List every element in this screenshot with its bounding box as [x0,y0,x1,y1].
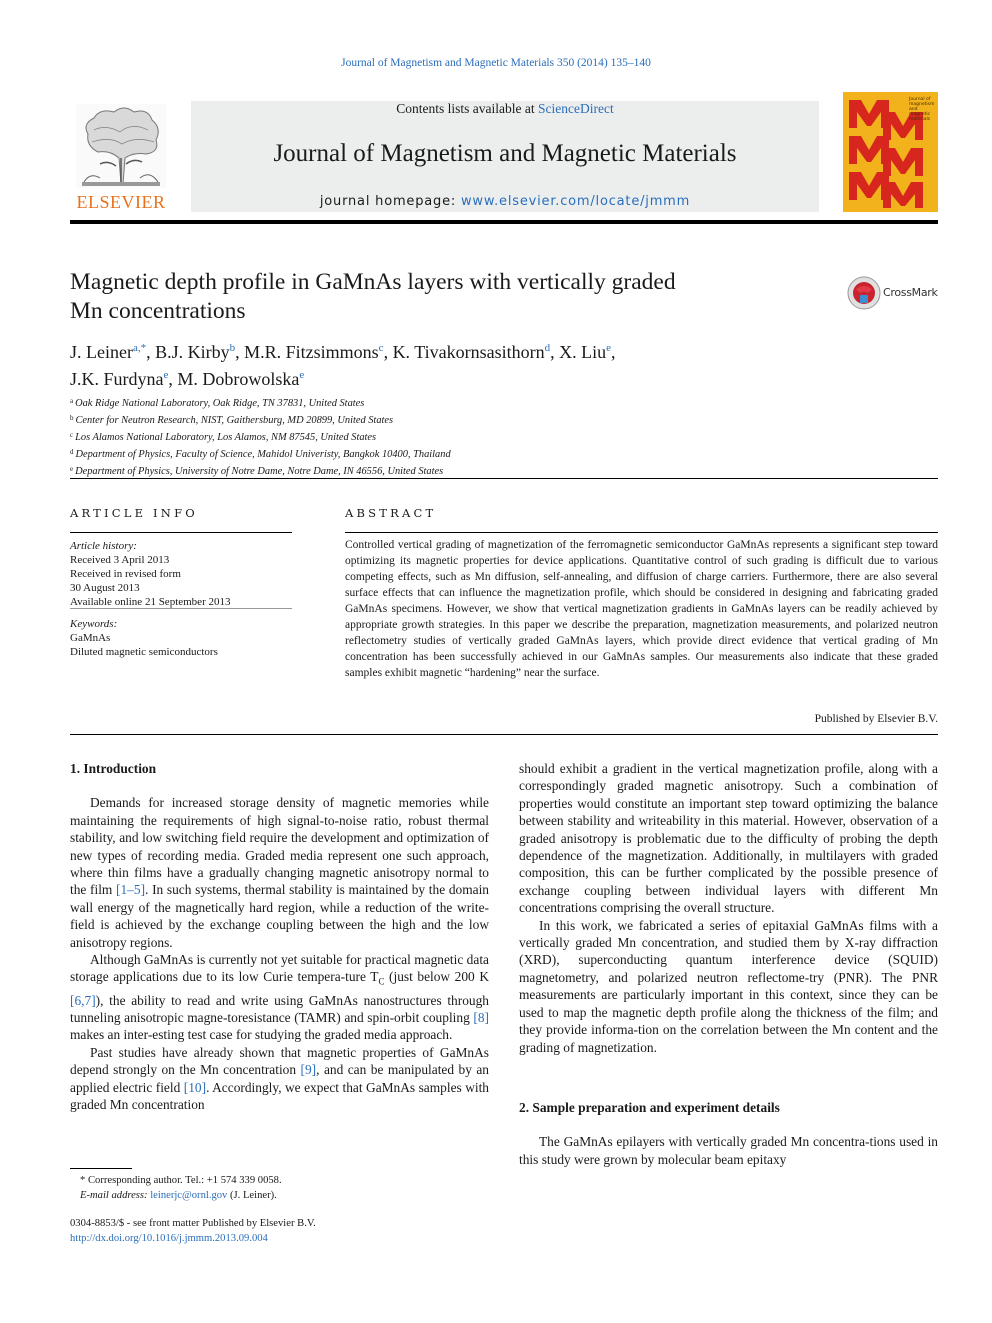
contents-availability [191,101,819,117]
section-rule [70,734,938,735]
footnote [70,1173,490,1203]
history-item: Received in revised form [70,568,181,580]
body-paragraph: Past studies have already shown that magnetic properties of GaMnAs depend strongly on the Mn concentration [9], and can be manipulated by an applied electric field [10]. Accordingly, we expect that GaMnAs samples with graded Mn concentration [70,1044,490,1112]
journal-reference[interactable]: Journal of Magnetism and Magnetic Materials 350 (2014) 135–140 [341,57,651,69]
body-paragraph: In this work, we fabricated a series of epitaxial GaMnAs films with a vertically graded Mn concentration, and studied them by X-ray diffraction (XRD), superconducting quantum interference device (SQUID) magnetometry, and polarized neutron reflectome-try (PNR). The PNR measurements are particularly important in this context, since they can be used to map the magnetic depth profile along the thickness of the film; and they provide informa-tion on the correlation between the Mn content and the grading of magnetization. [519,917,938,1055]
citation-link[interactable]: [9] [300,1062,317,1078]
email-link[interactable]: leinerjc@ornl.gov [150,1190,228,1201]
author[interactable]: J.K. Furdyna$^e$ [70,369,169,389]
author[interactable]: J. Leiner$^{a,*}$ [70,342,147,362]
body-paragraph: Although GaMnAs is currently not yet suitable for practical magnetic data storage applications due to its low Curie tempera-ture $T_C$ (just below 200 K [6,7]), the ability to read and write using GaMnAs nanostructures through tunneling anisotropic magne-toresistance (TAMR) and spin-orbit coupling [8] makes an inter-esting test case for studying the graded media approach. [70,952,489,1043]
affiliation: $^a$ Oak Ridge National Laboratory, Oak Ridge, TN 37831, United States [70,397,365,409]
contents-prefix: Contents lists available at [396,101,538,116]
history-label: Article history: [70,540,137,552]
journal-cover-thumbnail[interactable] [843,92,938,212]
citation-link[interactable]: [8] [473,1009,489,1025]
article-title [70,268,810,326]
section-heading: 2. Sample preparation and experiment details [519,1099,780,1115]
keywords [70,617,292,659]
keywords-label: Keywords: [70,618,118,630]
affiliation: $^c$ Los Alamos National Laboratory, Los Alamos, NM 87545, United States [70,431,377,443]
affiliation: $^b$ Center for Neutron Research, NIST, Gaithersburg, MD 20899, United States [70,414,394,426]
issn-line: 0304-8853/$ - see front matter Published by Elsevier B.V. [70,1218,316,1229]
section-rule [345,532,938,533]
author[interactable]: X. Liu$^e$ [559,342,611,362]
sciencedirect-link[interactable]: ScienceDirect [538,101,614,116]
published-by: Published by Elsevier B.V. [814,713,938,725]
section-rule [70,478,938,479]
body-paragraph: Demands for increased storage density of magnetic memories while maintaining the requirements of high signal-to-noise ratio, robust thermal stability, and low switching field require the development and optimization of new types of recording media. Graded media represent one such approach, where thin films have a gradually changing magnetic anisotropy normal to the film [1–5]. In such systems, thermal stability is maintained by the domain wall energy of the magnetically hard region, while a reduction of the write-field is achieved by the exchange coupling between the high and the low anisotropy regions. [70,795,489,950]
footnote-rule [70,1168,132,1169]
header-rule [70,220,938,224]
doi-link[interactable]: http://dx.doi.org/10.1016/j.jmmm.2013.09.004 [70,1233,268,1244]
email-note: E-mail address: leinerjc@ornl.gov (J. Leiner). [80,1190,277,1201]
author[interactable]: B.J. Kirby$^b$ [155,342,236,362]
article-info-heading: ARTICLE INFO [70,506,198,520]
author[interactable]: M.R. Fitzsimmons$^c$ [244,342,384,362]
abstract-text: Controlled vertical grading of magnetization of the ferromagnetic semiconductor GaMnAs represents a significant step toward optimizing its magnetic properties for device applications. Quantitative control of such grading is difficult due to various competing effects, such as Mn diffusion, self-annealing, and diffusion of charge carriers. Furthermore, there are also several surface effects that can influence the magnetization profile, which should be considered in designing and fabricating graded GaMnAs specimens. However, we show that vertical magnetization gradients in GaMnAs layers can be readily achieved by appropriate growth strategies. In this paper we describe the preparation, magnetization measurements, and polarized neutron reflectometry studies of vertically graded GaMnAs layers, which provide direct evidence that vertical grading of Mn concentration has been successfully achieved in our GaMnAs samples. Our measurements also indicate that these graded samples exhibit magnetic “hardening” near the surface. [345,539,938,679]
homepage-link[interactable]: www.elsevier.com/locate/jmmm [461,194,691,209]
journal-title: Journal of Magnetism and Magnetic Materials [273,140,737,167]
article-history [70,539,292,609]
section-rule [70,532,292,533]
history-item: Received 3 April 2013 [70,554,170,566]
section-rule [70,608,292,609]
article-title-line: Mn concentrations [70,298,246,324]
crossmark-label[interactable]: CrossMark [883,286,938,299]
author[interactable]: M. Dobrowolska$^e$ [177,369,305,389]
body-column-left [70,760,489,1113]
corresponding-author-note: * Corresponding author. Tel.: +1 574 339 0058. [80,1175,282,1186]
body-paragraph: The GaMnAs epilayers with vertically graded Mn concentra-tions used in this study were grown by molecular beam epitaxy [519,1134,938,1167]
author[interactable]: K. Tivakornsasithorn$^d$ [392,342,551,362]
citation-link[interactable]: [10] [183,1079,207,1095]
keyword: GaMnAs [70,632,111,644]
article-title-line: Magnetic depth profile in GaMnAs layers with vertically graded [70,269,676,295]
affiliation: $^e$ Department of Physics, University of Notre Dame, Notre Dame, IN 46556, United States [70,465,444,477]
affiliation-list [70,394,770,479]
history-item: Available online 21 September 2013 [70,596,231,608]
publication-meta [70,1216,490,1246]
elsevier-wordmark[interactable]: ELSEVIER [76,192,166,212]
citation-link[interactable]: [1–5] [116,882,146,898]
history-item: 30 August 2013 [70,582,140,594]
body-column-right [519,760,938,1168]
section-heading: 1. Introduction [70,761,157,776]
abstract-heading: ABSTRACT [345,506,437,520]
body-paragraph: should exhibit a gradient in the vertical magnetization profile, along with a correspondingly graded magnetic anisotropy. Such a combination of properties would constitute an important step toward optimizing the balance between stability and writeability in this material. However, observation of a graded anisotropy is problematic due to the difficulty of probing the depth dependence of the magnetization. Additionally, in multilayers with graded composition, this can be further complicated by the possible presence of exchange coupling between individual layers with different Mn concentrations comprising the overall structure. [519,761,938,916]
author-list: J. Leiner$^{a,*}$, B.J. Kirby$^b$, M.R. Fitzsimmons$^c$, K. Tivakornsasithorn$^d$, X. Liu$^e$, J.K. Furdyna$^e$, M. Dobrowolska$^e$ [70,342,616,389]
affiliation: $^d$ Department of Physics, Faculty of Science, Mahidol Univeristy, Bangkok 10400, Thailand [70,448,451,460]
keyword: Diluted magnetic semiconductors [70,646,218,658]
cover-title: Journal of magnetism and magnetic materials [909,97,935,122]
journal-homepage [191,194,819,209]
homepage-prefix: journal homepage: [319,194,461,209]
citation-link[interactable]: [6,7] [70,992,96,1008]
